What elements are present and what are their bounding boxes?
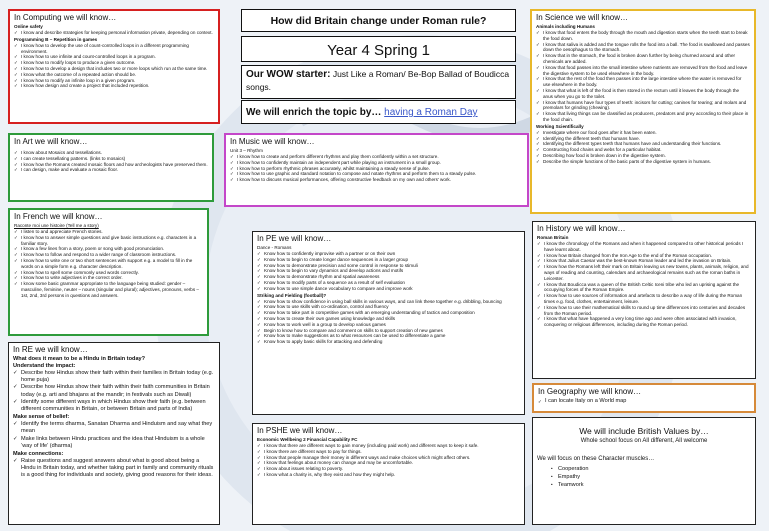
computing-item: ✓ I know what the outcome of a repeated action should be. [14,72,214,78]
re-item: ✓ Make links between Hindu practices and the idea that Hinduism is a whole ‘way of life’ (dharma) [13,436,215,450]
pshe-item: ✓ I know about issues relating to poverty. [257,466,520,472]
year-term: Year 4 Spring 1 [327,42,430,59]
geography-panel [532,383,756,413]
re-item: ✓ Describe how Hindus show their faith within their faith communities in Britain today (e.g. arti and bhajans at the mandir; in festivals such as Diwali) [13,384,215,398]
art-title: In Art we will know… [14,137,88,146]
british-values-text: Whole school focus on All different, All welcome [580,438,708,444]
music-panel [224,133,529,207]
history-item: ✓ I know that Boudicca was a queen of the British Celtic Iceni tribe who led an uprising against the occupying forces of the Roman Empire. [537,282,751,294]
history-subheading: Roman Britain [537,235,569,240]
pshe-item: ✓ I know that people manage their money in different ways and make choices which might affect others. [257,455,520,461]
re-item: ✓ Describe how Hindus show their faith within their families in Britain today (e.g. home puja) [13,370,215,384]
music-subheading: Unit 3 – Rhythm [230,148,263,153]
british-values-title: We will include British Values by… [579,426,709,436]
science-title: In Science we will know… [536,13,629,22]
history-item: ✓ I know how Britain changed from the Iron Age to the end of the Roman occupation. [537,253,751,259]
computing-item: ✓ I know and describe strategies for keeping personal information private, depending on context. [14,30,214,36]
science-subheading-animals: Animals including Humans [536,24,595,29]
topic-title: How did Britain change under Roman rule? [270,15,487,27]
pshe-item: ✓ I know there are different ways to pay for things. [257,449,520,455]
computing-item: ✓ I know how to develop a design that includes two or more loops which run at the same time. [14,66,214,72]
re-question: What does it mean to be a Hindu in Britain today? [13,356,146,362]
history-item: ✓ I know that Julius Caesar was the best-known Roman leader and led the invasion on Britain. [537,258,751,264]
pe-item: ✓ Know how to use simple dance vocabulary to compare and improve work [257,286,520,292]
computing-subheading-programming: Programming B – Repetition in games [14,36,98,42]
science-item: ✓ Describing how food is broken down in the digestive system. [536,153,750,159]
history-item: ✓ I know the chronology of the Romans and when it happened compared to other historical periods I have learnt about. [537,241,751,253]
history-item: ✓ I know how to use sources of information and artefacts to describe a way of life during the Roman times e.g. food, clothes, entertainment, leisure. [537,293,751,305]
computing-item: ✓ I know how to modify an infinite loop in a given program. [14,78,214,84]
science-item: ✓ Constructing food chains and webs for a particular habitat. [536,147,750,153]
pe-item: ✓ Know how to begin to create longer dance sequences in a larger group [257,257,520,263]
pshe-item: ✓ I know that there are different ways to gain money (including paid work) and different ways to keep it safe. [257,443,520,449]
pshe-item: ✓ I know what a charity is, why they exist and how they might help. [257,472,520,478]
computing-panel [8,9,220,124]
science-item: ✓ I know that humans have four types of teeth: incisors for cutting; canines for tearing; and molars and premolars for grinding (chewing). [536,100,750,112]
french-item: ✓ I know some basic grammar appropriate to the language being studied: gender – masculine, feminine, neuter – nouns (singular and plural); adjectives, pronouns, verbs – 1st, 2nd, 3rd persons in questions and answers. [14,281,203,298]
pe-item: ✓ Know how to take part in competitive games with an emerging understanding of tactics and composition [257,310,520,316]
wow-starter-label: Our WOW starter: [246,69,331,80]
re-subheading-impact: Understand the impact: [13,363,76,369]
science-item: ✓ I know that the rest of the food then passes into the large intestine where the water is removed for use elsewhere in the body. [536,76,750,88]
pshe-item: ✓ I know that feelings about money can change and may be uncomfortable. [257,460,520,466]
pe-panel [252,231,525,415]
computing-title: In Computing we will know… [14,13,117,22]
pshe-subheading: Economic Wellbeing 2 Financial Capability FC [257,437,358,442]
enrich-box [241,100,516,124]
pe-item: ✓ Know how to demonstrate rhythm and spatial awareness [257,274,520,280]
music-item: ✓ I know how to discuss musical performances, offering constructive feedback on my own and others' work. [230,177,523,183]
art-item: ✓ I know how the Romans created mosaic floors and how archeologists have preserved them. [14,162,208,168]
history-item: ✓ I know how the Romans left their mark on Britain leaving us new towns, plants, animals, religion, and ways of reading and counting, calendars and archaeological remains such as the roman baths in Leicester. [537,264,751,281]
french-item: ✓ I listen to and appreciate French stories. [14,229,203,235]
french-item: ✓ I know how to write adjectives in the correct order. [14,275,203,281]
music-item: ✓ I know how to perform rhythmic phrases accurately, whilst maintaining a steady sense of pulse. [230,166,523,172]
french-item: ✓ I know how to follow and respond to a wider range of classroom instructions. [14,252,203,258]
year-term-box [241,36,516,62]
science-item: ✓ I know that food enters the body through the mouth and digestion starts when the teeth start to break the food down. [536,30,750,42]
french-item: ✓ I know a few lines from a story, poem or song with good pronunciation. [14,246,203,252]
history-panel [532,221,756,379]
art-item: ✓ I can create tessellating patterns. (links to mosaics) [14,156,208,162]
topic-title-box [241,9,516,32]
computing-item: ✓ I know how to use infinite and count-controlled loops in a program. [14,54,214,60]
science-item: ✓ I know that saliva is added and the tongue rolls the food into a ball. The food is swallowed and passes down the oesophagus to the stomach. [536,42,750,54]
character-muscles-title: We will focus on these Character muscles… [537,456,655,462]
french-panel [8,208,209,336]
pe-subheading-striking: Striking and Fielding (football)? [257,292,327,298]
pshe-panel [252,423,525,525]
science-item: ✓ Identifying the different teeth that humans have. [536,136,750,142]
pe-item: ✓ Begin to know how to compare and comment on skills to support creation of new games [257,328,520,334]
science-item: ✓ I know that living things can be classified as producers, predators and prey according to their place in the food chain. [536,111,750,123]
computing-item: ✓ I know how to develop the use of count-controlled loops in a different programming environment. [14,43,214,55]
re-item: ✓ Raise questions and suggest answers about what is good about being a Hindu in Britain today, and whether taking part in family and community rituals is a good thing for individuals and society, giving good reasons for their ideas. [13,458,215,480]
history-title: In History we will know… [537,224,626,233]
character-muscle-item: • Teamwork [551,481,751,489]
art-item: ✓ I can design, make and evaluate a mosaic floor. [14,167,208,173]
character-muscle-item: • Empathy [551,473,751,481]
art-panel [8,133,214,202]
science-item: ✓ Investigate where our food goes after it has been eaten. [536,130,750,136]
french-subheading: Raconte moi une histoire (Tell me a story) [14,223,99,228]
science-item: ✓ I know that in the stomach, the food is broken down further by being churned around and other chemicals are added. [536,53,750,65]
pe-item: ✓ Know how to apply basic skills for attacking and defending [257,339,520,345]
pe-item: ✓ Know how to demonstrate precision and some control in response to stimuli [257,263,520,269]
computing-subheading-online-safety: Online safety [14,24,43,29]
music-item: ✓ I know how to use graphic and standard notation to compose and notate rhythms and perform them to a steady pulse. [230,171,523,177]
music-item: ✓ I know how to create and perform different rhythms and play them confidently within a set structure. [230,154,523,160]
geography-title: In Geography we will know… [538,387,642,396]
science-subheading-working: Working Scientifically [536,123,584,129]
wow-starter-box [241,65,516,99]
wow-starter-text: Just Like a Roman/ Be-Bop Ballad of Boudicca songs. [246,69,510,92]
music-item: ✓ I know how to confidently maintain an independent part while playing an instrument in a small group. [230,160,523,166]
character-muscle-item: • Cooperation [551,465,751,473]
music-title: In Music we will know… [230,137,315,146]
re-subheading-belief: Make sense of belief: [13,414,70,421]
pe-item: ✓ Know how to use skills with co-ordination, control and fluency [257,304,520,310]
pe-title: In PE we will know… [257,234,332,243]
science-item: ✓ Describe the simple functions of the basic parts of the digestive system in humans. [536,159,750,165]
re-panel [8,342,220,525]
science-item: ✓ Identifying the different types teeth that humans have and understanding their functions. [536,141,750,147]
enrich-label: We will enrich the topic by… [246,107,385,118]
pe-item: ✓ Know how to make suggestions as to what resources can be used to differentiate a game [257,333,520,339]
french-item: ✓ I know how to write one or two short sentences with support e.g. a model to fill in the words on a simple form e.g. character description. [14,258,203,270]
science-item: ✓ I know that what is left of the food is then stored in the rectum until it leaves the body through the anus when you go to the toilet. [536,88,750,100]
science-item: ✓ I know that food passes into the small intestine where nutrients are removed from the food and leave the digestive system to be used elsewhere in the body. [536,65,750,77]
pe-item: ✓ Know how to modify parts of a sequence as a result of self evaluation [257,280,520,286]
history-item: ✓ I know that what have happened a very long time ago and were often associated with invasion, conquering or religious differences, including during the Roman period. [537,316,751,328]
pe-item: ✓ Know how to show confidence in using ball skills in various ways, and can link these together e.g. dribbling, bouncing [257,299,520,305]
french-title: In French we will know… [14,212,103,221]
re-subheading-connections: Make connections: [13,451,64,458]
values-panel [532,417,756,525]
pe-item: ✓ Know how to begin to vary dynamics and develop actions and motifs [257,268,520,274]
science-panel [530,9,756,214]
re-item: ✓ Identify some different ways in which Hindus show their faith (e.g. between different communities in Britain, or between Britain and parts of India) [13,399,215,413]
pe-item: ✓ Know how to work well in a group to develop various games [257,322,520,328]
geography-item: ✓ I can locate Italy on a World map [538,398,750,405]
roman-day-link[interactable]: having a Roman Day [384,107,478,118]
pe-item: ✓ Know how to confidently improvise with a partner or on their own [257,251,520,257]
pe-item: ✓ Know how to create their own games using knowledge and skills [257,316,520,322]
french-item: ✓ I know how to spell some commonly used words correctly. [14,270,203,276]
french-item: ✓ I know how to answer simple questions and give basic instructions e.g. characters in a familiar story. [14,235,203,247]
re-item: ✓ Identify the terms dharma, Sanatan Dharma and Hinduism and say what they mean [13,421,215,435]
computing-item: ✓ I know how to modify loops to produce a given outcome. [14,60,214,66]
art-item: ✓ I know about Mosaics and tessellations. [14,150,208,156]
history-item: ✓ I know how to use their mathematical skills to round up time differences into centuries and decades from the Roman period. [537,305,751,317]
computing-item: ✓ I know how design and create a project that included repetition. [14,83,214,89]
pshe-title: In PSHE we will know… [257,426,343,435]
pe-subheading-dance: Dance - Romans [257,245,292,250]
re-title: In RE we will know… [13,345,88,354]
